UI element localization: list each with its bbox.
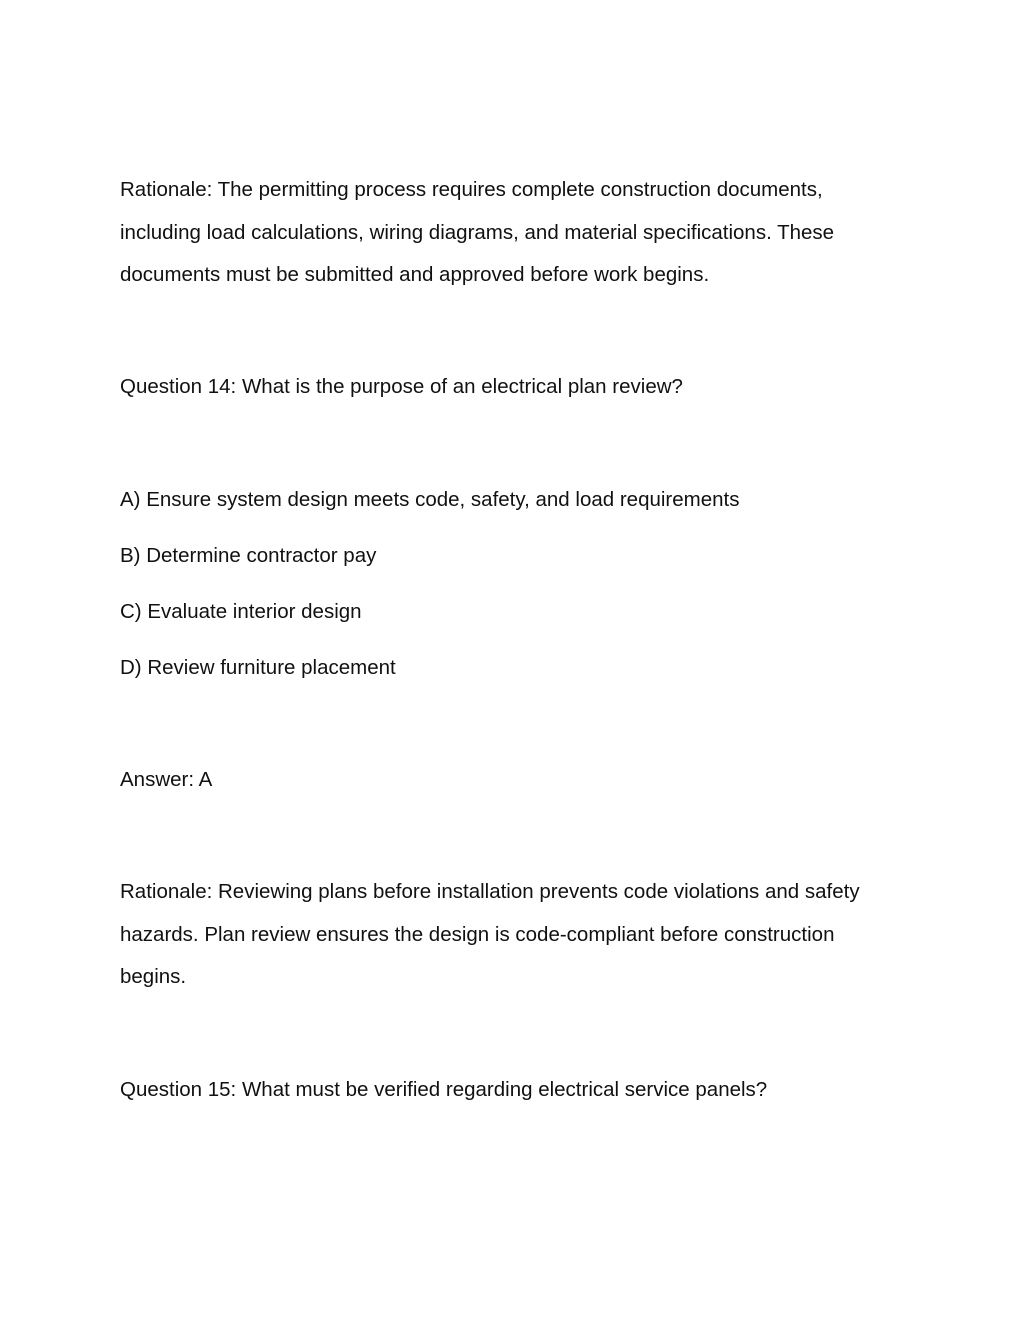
question-14-rationale-line-1: Rationale: Reviewing plans before installation prevents code violations and safety [120, 880, 860, 903]
question-14-rationale-line-3: begins. [120, 965, 187, 988]
question-14-option-b: B) Determine contractor pay [120, 544, 377, 567]
question-14-option-a: A) Ensure system design meets code, safety, and load requirements [120, 488, 740, 511]
question-14-option-d: D) Review furniture placement [120, 656, 396, 679]
question-14-option-c: C) Evaluate interior design [120, 600, 362, 623]
question-14-text: Question 14: What is the purpose of an electrical plan review? [120, 375, 683, 398]
rationale-13-line-3: documents must be submitted and approved before work begins. [120, 263, 710, 286]
rationale-13-line-2: including load calculations, wiring diagrams, and material specifications. These [120, 221, 835, 244]
rationale-13-line-1: Rationale: The permitting process requires complete construction documents, [120, 178, 823, 201]
question-14-rationale-line-2: hazards. Plan review ensures the design is code-compliant before construction [120, 923, 835, 946]
question-14-answer: Answer: A [120, 768, 213, 791]
question-15-text: Question 15: What must be verified regarding electrical service panels? [120, 1078, 768, 1101]
